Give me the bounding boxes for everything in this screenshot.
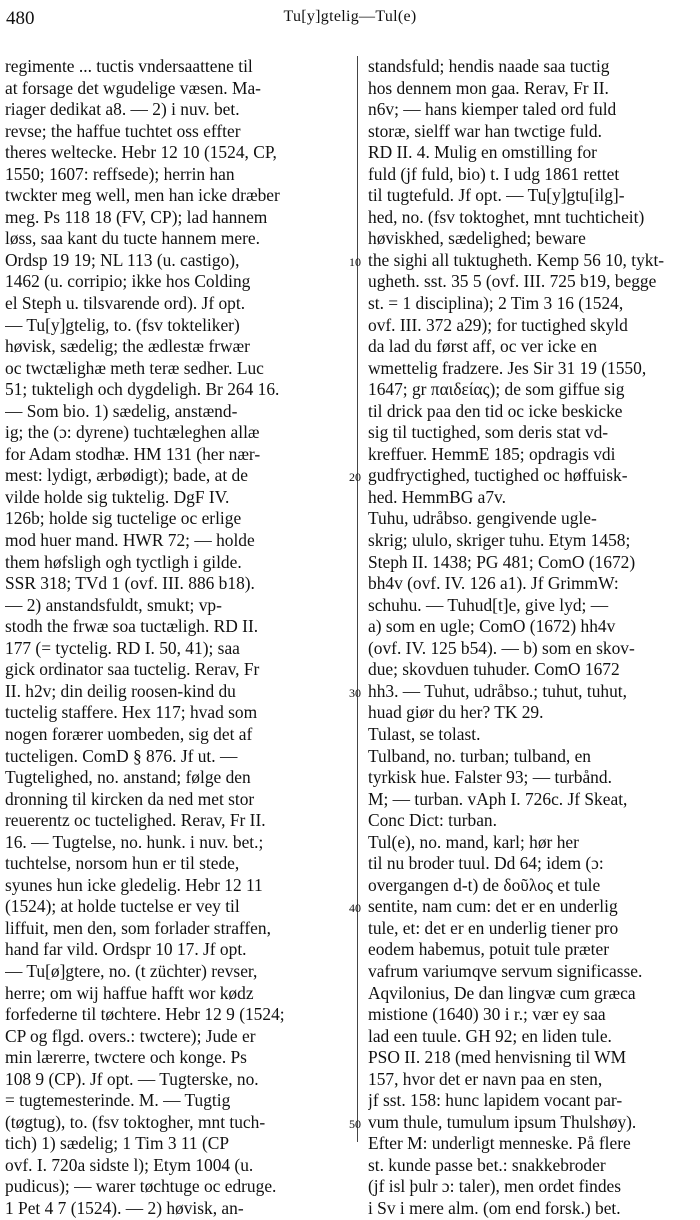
column-divider [357, 56, 358, 1142]
text-line: standsfuld; hendis naade saa tuctig [368, 56, 610, 76]
line-number: 50 [349, 1116, 361, 1131]
text-line: skrig; ululo, skriger tuhu. Etym 1458; [368, 530, 631, 551]
text-line: hed. HemmBG a7v. [368, 486, 506, 507]
text-line: 108 9 (CP). Jf opt. — Tugterske, no. [5, 1068, 259, 1089]
text-line: Conc Dict: turban. [368, 810, 497, 831]
text-line: gick ordinator saa tuctelig. Rerav, Fr [5, 659, 260, 680]
text-line: Ordsp 19 19; NL 113 (u. castigo), [5, 249, 240, 270]
page-number: 480 [6, 8, 35, 29]
text-line: Tugtelighed, no. anstand; følge den [5, 767, 251, 788]
text-line: tuctelig staffere. Hex 117; hvad som [5, 702, 258, 723]
text-line: hand far vild. Ordspr 10 17. Jf opt. [5, 939, 247, 960]
text-line: 1 Pet 4 7 (1524). — 2) høvisk, an- [5, 1197, 244, 1218]
text-line: fuld (jf fuld, bio) t. I udg 1861 rettet [368, 163, 620, 184]
text-line: huad giør du her? TK 29. [368, 702, 544, 723]
text-line: tyrkisk hue. Falster 93; — turbånd. [368, 767, 612, 788]
text-line: twckter meg well, men han icke dræber [5, 185, 280, 206]
text-line: Aqvilonius, De dan lingvæ cum græca [368, 982, 636, 1003]
text-line: overgangen d-t) de δοῦλος et tule [368, 874, 601, 895]
text-line: eodem habemus, potuit tule præter [368, 939, 609, 960]
text-line: stodh the frwæ soa tuctæligh. RD II. [5, 616, 259, 637]
left-column [5, 56, 347, 1220]
text-line: ig; the (ɔ: dyrene) tuchtæleghen allæ [5, 422, 260, 443]
text-line: M; — turban. vAph I. 726c. Jf Skeat, [368, 788, 628, 809]
line-number: 10 [349, 254, 361, 269]
text-line: tich) 1) sædelig; 1 Tim 3 11 (CP [5, 1133, 230, 1154]
text-line: revse; the haffue tuchtet oss effter [5, 120, 241, 141]
text-line: jf sst. 158: hunc lapidem vocant par- [368, 1090, 623, 1111]
text-line: vum thule, tumulum ipsum Thulshøy). [368, 1111, 637, 1132]
text-line: sig til tuctighed, som deris stat vd- [368, 422, 609, 443]
text-line: — Som bio. 1) sædelig, anstænd- [5, 400, 238, 421]
text-line: hos dennem mon gaa. Rerav, Fr II. [368, 77, 609, 98]
text-line: at forsage det wgudelige væsen. Ma- [5, 77, 261, 98]
text-line: vafrum variumqve servum significasse. [368, 960, 643, 981]
text-line: Efter M: underligt menneske. På flere [368, 1133, 631, 1154]
text-line: riager dedikat a8. — 2) i nuv. bet. [5, 99, 240, 120]
text-line: mistione (1640) 30 i r.; vær ey saa [368, 1004, 606, 1025]
text-line: gudfryctighed, tuctighed oc høffuisk- [368, 465, 628, 486]
text-line: n6v; — hans kiemper taled ord fuld [368, 99, 617, 120]
text-line: wmettelig fradzere. Jes Sir 31 19 (1550, [368, 357, 647, 378]
text-line: min lærerre, twctere och konge. Ps [5, 1047, 247, 1068]
text-line: 1647; gr παιδείας); de som giffue sig [368, 379, 625, 400]
text-line: meg. Ps 118 18 (FV, CP); lad hannem [5, 206, 268, 227]
text-line: tule, et: det er en underlig tiener pro [368, 917, 619, 938]
text-line: vilde holde sig tuktelig. DgF IV. [5, 486, 230, 507]
running-title: Tu[y]gtelig—Tul(e) [283, 8, 417, 25]
text-line: tucteligen. ComD § 876. Jf ut. — [5, 745, 238, 766]
text-line: SSR 318; TVd 1 (ovf. III. 886 b18). [5, 573, 255, 594]
text-line: — Tu[ø]gtere, no. (t züchter) revser, [5, 960, 258, 981]
text-line: II. h2v; din deilig roosen-kind du [5, 680, 236, 701]
text-line: mod huer mand. HWR 72; — holde [5, 530, 255, 551]
text-line: 177 (= tyctelig. RD I. 50, 41); saa [5, 637, 240, 658]
text-line: løss, saa kant du tucte hannem mere. [5, 228, 260, 249]
text-line: dronning til kircken da ned met stor [5, 788, 255, 809]
text-line: bh4v (ovf. IV. 126 a1). Jf GrimmW: [368, 573, 619, 594]
text-line: — 2) anstandsfuldt, smukt; vp- [5, 594, 222, 615]
text-line: RD II. 4. Mulig en omstilling for [368, 142, 597, 163]
text-line: herre; om wij haffue hafft wor kødz [5, 982, 254, 1003]
text-line: (ovf. IV. 125 b54). — b) som en skov- [368, 637, 635, 658]
text-line: nogen forærer uombeden, sig det af [5, 723, 253, 744]
right-column [368, 56, 694, 1220]
text-line: st. kunde passe bet.: snakkebroder [368, 1154, 606, 1175]
text-line: 16. — Tugtelse, no. hunk. i nuv. bet.; [5, 831, 264, 852]
page-header [0, 4, 700, 38]
text-line: ovf. III. 372 a29); for tuctighed skyld [368, 314, 628, 335]
text-line: syunes hun icke gledelig. Hebr 12 11 [5, 874, 263, 895]
text-line: forfederne til tøchtere. Hebr 12 9 (1524; [5, 1004, 285, 1025]
text-line: til nu broder tuul. Dd 64; idem (ɔ: [368, 853, 604, 874]
text-line: Tulband, no. turban; tulband, en [368, 745, 592, 766]
text-line: oc twctælighæ meth teræ sedher. Luc [5, 357, 264, 378]
text-line: hh3. — Tuhut, udråbso.; tuhut, tuhut, [368, 680, 627, 701]
text-line: (tøgtug), to. (fsv toktogher, mnt tuch- [5, 1111, 266, 1132]
text-line: reuerentz oc tuctelighed. Rerav, Fr II. [5, 810, 266, 831]
line-number: 30 [349, 685, 361, 700]
line-number: 40 [349, 901, 361, 916]
text-line: hed, no. (fsv toktoghet, mnt tuchticheit) [368, 206, 645, 227]
text-line: (1524); at holde tuctelse er vey til [5, 896, 240, 917]
text-line: ovf. I. 720a sidste l); Etym 1004 (u. [5, 1154, 254, 1175]
text-line: due; skovduen tuhuder. ComO 1672 [368, 659, 620, 680]
text-line: høviskhed, sædelighed; beware [368, 228, 586, 249]
text-line: da lad du først aff, oc ver icke en [368, 336, 598, 357]
text-line: til tugtefuld. Jf opt. — Tu[y]gtu[ilg]- [368, 185, 625, 206]
text-line: liffuit, men den, som forlader straffen, [5, 917, 271, 938]
text-line: i Sv i mere alm. (om end forsk.) bet. [368, 1197, 621, 1218]
text-line: ugheth. sst. 35 5 (ovf. III. 725 b19, begge [368, 271, 657, 292]
text-line: el Steph u. tilsvarende ord). Jf opt. [5, 293, 246, 314]
text-line: regimente ... tuctis vndersaattene til [5, 56, 253, 76]
text-line: a) som en ugle; ComO (1672) hh4v [368, 616, 616, 637]
text-line: for Adam stodhæ. HM 131 (her nær- [5, 443, 261, 464]
text-line: 1550; 1607: reffsede); herrin han [5, 163, 235, 184]
text-line: lad een tuule. GH 92; en liden tule. [368, 1025, 612, 1046]
text-line: til drick paa den tid oc icke beskicke [368, 400, 623, 421]
text-line: the sighi all tuktugheth. Kemp 56 10, tykt- [368, 249, 665, 270]
text-line: Tul(e), no. mand, karl; hør her [368, 831, 579, 852]
text-line: sentite, nam cum: det er en underlig [368, 896, 618, 917]
text-line: Tuhu, udråbso. gengivende ugle- [368, 508, 597, 529]
text-line: st. = 1 disciplina); 2 Tim 3 16 (1524, [368, 293, 624, 314]
text-line: storæ, sielff war han twctige fuld. [368, 120, 602, 141]
text-line: tuchtelse, norsom hun er til stede, [5, 853, 240, 874]
text-line: schuhu. — Tuhud[t]e, give lyd; — [368, 594, 609, 615]
text-line: CP og flgd. overs.: twctere); Jude er [5, 1025, 256, 1046]
text-line: — Tu[y]gtelig, to. (fsv tokteliker) [5, 314, 240, 335]
text-line: 51; tukteligh och dygdeligh. Br 264 16. [5, 379, 280, 400]
text-line: mest: lydigt, ærbødigt); bade, at de [5, 465, 248, 486]
text-line: pudicus); — warer tøchtuge oc edruge. [5, 1176, 277, 1197]
line-number: 20 [349, 470, 361, 485]
text-line: høvisk, sædelig; the ædlestæ frwær [5, 336, 250, 357]
text-line: theres weltecke. Hebr 12 10 (1524, CP, [5, 142, 277, 163]
text-line: kreffuer. HemmE 185; opdragis vdi [368, 443, 616, 464]
text-line: Tulast, se tolast. [368, 723, 481, 744]
text-line: PSO II. 218 (med henvisning til WM [368, 1047, 627, 1068]
text-line: Steph II. 1438; PG 481; ComO (1672) [368, 551, 636, 572]
text-line: them høfsligh ogh tyctligh i gilde. [5, 551, 242, 572]
text-line: 157, hvor det er navn paa en sten, [368, 1068, 603, 1089]
text-line: = tugtemesterinde. M. — Tugtig [5, 1090, 231, 1111]
text-line: 1462 (u. corripio; ikke hos Colding [5, 271, 251, 292]
text-line: 126b; holde sig tuctelige oc erlige [5, 508, 242, 529]
text-line: (jf isl þulr ɔ: taler), men ordet findes [368, 1176, 622, 1197]
